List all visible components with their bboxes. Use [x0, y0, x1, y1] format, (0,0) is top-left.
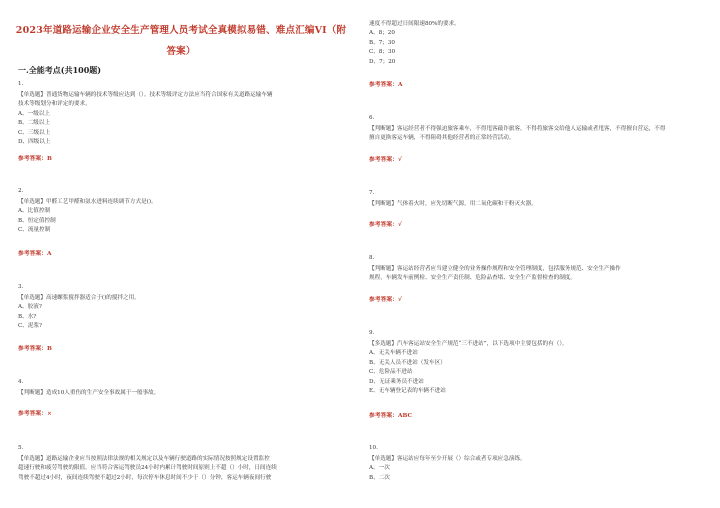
answer-value: A: [398, 82, 403, 88]
answer-label: 参考答案：: [369, 297, 398, 303]
question-4: [18, 378, 348, 398]
option: B、二次: [369, 474, 390, 481]
question-number: 1.: [18, 81, 24, 87]
question-number: 5.: [18, 445, 24, 451]
question-5: [18, 444, 348, 483]
question-1: [18, 80, 348, 147]
answer-8: [369, 294, 402, 303]
answer-value: B: [47, 156, 52, 162]
option: A、一级以上: [18, 110, 51, 117]
option: B、无关人员不进站（发车区）: [369, 359, 446, 366]
question-text: 技术等级划分和评定的要求。: [18, 101, 91, 108]
question-2: [18, 187, 348, 236]
answer-2: [18, 248, 52, 257]
question-text: 超速行驶和疲劳驾驶的限值。应当符合客运驾驶员24小时内累计驾驶时间原则上不超（）小时，日间连续: [18, 465, 277, 472]
question-text: 【多选题】汽车客运站安全生产规范“三不进站”，以下选项中主要包括的有（）。: [369, 341, 568, 347]
answer-value: √: [398, 157, 402, 163]
question-10: [369, 444, 699, 483]
question-8: [369, 254, 699, 284]
question-text: 【单选题】高速螺浆搅拌器适合于()的搅拌之用。: [18, 295, 140, 301]
answer-label: 参考答案：: [369, 157, 398, 163]
option: A、胶液?: [18, 304, 42, 311]
question-text: 【单选题】道路运输企业应当按照法律法规的相关规定以及车辆行驶道路的实际情况按照规定设置监控: [18, 456, 270, 462]
option: D、7；20: [369, 58, 396, 65]
answer-label: 参考答案：: [18, 411, 47, 417]
answer-label: 参考答案：: [18, 346, 47, 352]
question-5-continued: [369, 20, 699, 67]
answer-label: 参考答案：: [369, 413, 398, 419]
question-text: 速度不得超过日间限速80%的要求。: [369, 21, 460, 27]
answer-label: 参考答案：: [369, 82, 398, 88]
section-heading: 一.全能考点(共100题): [18, 65, 102, 75]
document-title: 2023年道路运输企业安全生产管理人员考试全真模拟易错、难点汇编VI（附答案）: [15, 25, 347, 57]
option: C、危险品不进站: [369, 369, 413, 376]
option: C、泥浆?: [18, 323, 43, 330]
option: B、恒定值控制: [18, 217, 56, 224]
answer-value: √: [398, 297, 402, 303]
question-text: 【判断题】气体着火时，应先切断气源，用二氧化碳和干粉灭火器。: [369, 201, 537, 207]
option: B、7；30: [369, 39, 395, 46]
question-number: 7.: [369, 190, 375, 196]
question-number: 2.: [18, 188, 24, 194]
answer-9: [369, 410, 412, 419]
question-number: 6.: [369, 115, 375, 121]
answer-4: [18, 408, 52, 417]
question-number: 9.: [369, 330, 375, 336]
option: C、流量控制: [18, 227, 51, 234]
question-text: 【单选题】甲醛工艺甲醛和氨水进料连续调节方式是()。: [18, 199, 157, 205]
question-number: 8.: [369, 255, 375, 261]
question-text: 【单选题】普通货物运输车辆的技术等级应达到（）。技术等级评定方法应当符合国家有关道路运输车辆: [18, 92, 273, 98]
answer-3: [18, 343, 52, 352]
option: D、无证乘务员不进站: [369, 378, 424, 385]
question-text: 擅自更换客运车辆，不得阻碍其他经营者的正常经营活动。: [369, 135, 515, 142]
question-text: 【判断题】客运站经营者应当建立健全的业务操作规程和安全管理制度，包括服务规范、安全生产操作: [369, 266, 621, 272]
answer-value: ×: [47, 411, 52, 417]
option: E、无车辆登记表的车辆不进站: [369, 388, 446, 395]
question-number: 4.: [18, 379, 24, 385]
option: A、无关车辆不进站: [369, 350, 418, 357]
option: C、8；30: [369, 49, 396, 56]
question-text: 【判断题】造成10人重伤的生产安全事故属于一般事故。: [18, 390, 160, 396]
option: A、8；20: [369, 30, 395, 37]
question-7: [369, 189, 699, 209]
answer-label: 参考答案：: [369, 222, 398, 228]
option: A、一次: [369, 465, 390, 472]
answer-7: [369, 219, 402, 228]
question-6: [369, 114, 699, 144]
question-text: 驾驶不超过4小时，夜间连续驾驶不超过2小时，每次停车休息时间不少于（）分钟，客运车辆夜间行驶: [18, 474, 272, 481]
question-number: 10.: [369, 445, 378, 451]
option: B、水?: [18, 313, 37, 320]
question-number: 3.: [18, 284, 24, 290]
option: D、四级以上: [18, 139, 51, 146]
question-9: [369, 329, 699, 396]
answer-value: B: [47, 346, 52, 352]
option: C、三级以上: [18, 129, 51, 136]
question-text: 【单选题】客运站应每年至少开展（）综合或者专项应急演练。: [369, 456, 526, 462]
answer-6: [369, 154, 402, 163]
answer-value: √: [398, 222, 402, 228]
question-text: 【判断题】客运经营者不得强迫旅客乘车，不得甩客敲诈旅客，不得将旅客交给他人运输或者甩客，不得擅自营运，不得: [369, 126, 666, 132]
question-3: [18, 283, 348, 332]
answer-value: ABC: [398, 413, 413, 419]
option: B、二级以上: [18, 120, 51, 127]
answer-value: A: [47, 251, 52, 257]
answer-5: [369, 79, 403, 88]
option: A、比值控制: [18, 208, 51, 215]
question-text: 规程，车辆发车前例检、安全生产责任制、危险品查堵、安全生产监督检查的制度。: [369, 275, 576, 282]
answer-label: 参考答案：: [18, 251, 47, 257]
answer-1: [18, 153, 52, 162]
answer-label: 参考答案：: [18, 156, 47, 162]
